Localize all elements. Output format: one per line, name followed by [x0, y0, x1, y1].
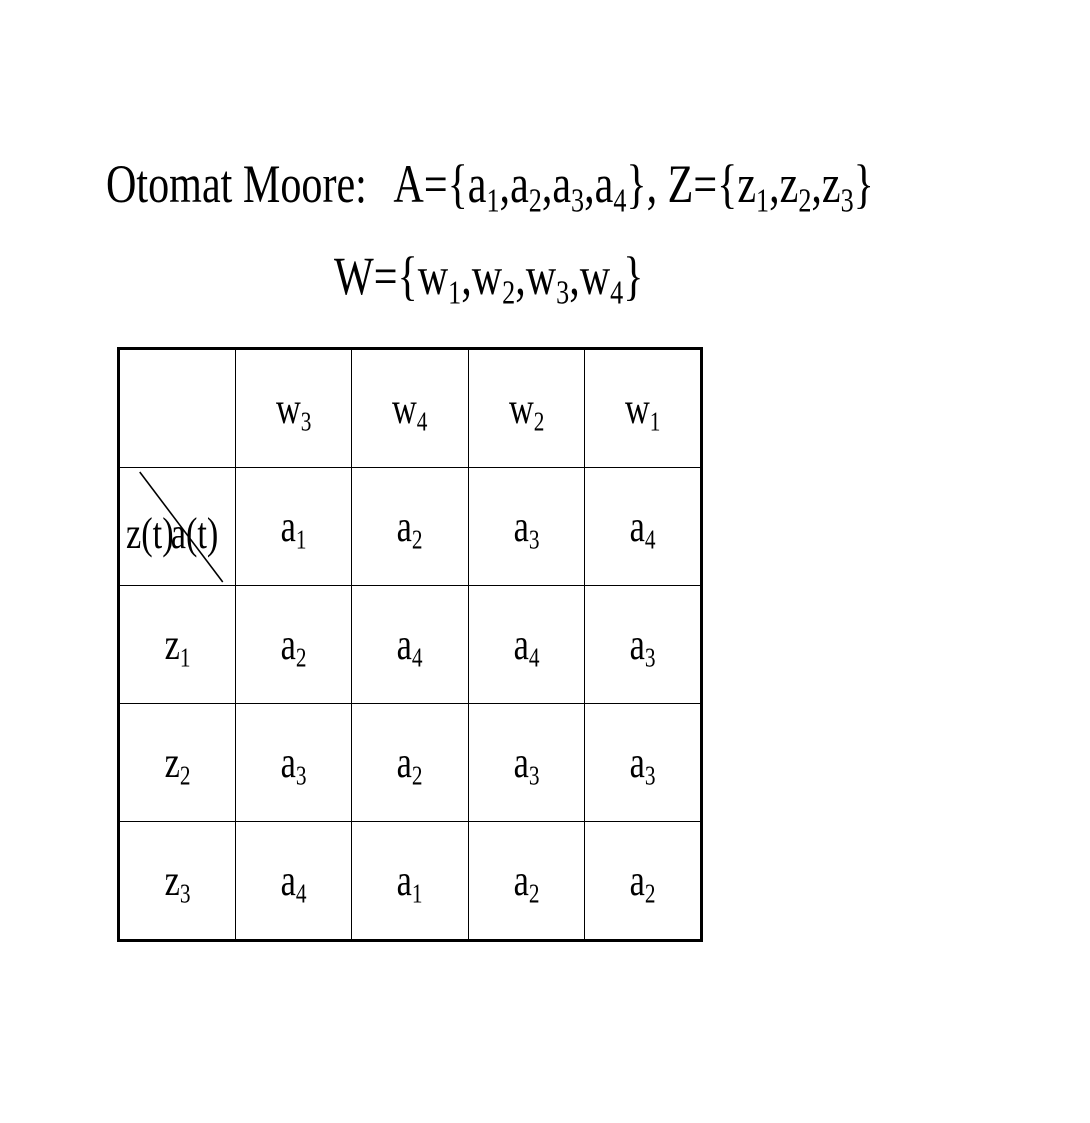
- set-w: $W=\{w_1,w_2,w_3,w_4\}$: [334, 246, 644, 312]
- input-axis-label: z(t): [126, 509, 174, 558]
- state-header-cell: $a_1$: [235, 468, 352, 586]
- transition-cell: $a_2$: [468, 822, 585, 941]
- title-line-2: [334, 246, 731, 312]
- transition-cell: $a_1$: [352, 822, 469, 941]
- state-header-cell: $a_3$: [468, 468, 585, 586]
- empty-corner-cell: [119, 349, 236, 468]
- transition-cell: $a_2$: [235, 586, 352, 704]
- input-cell: $z_2$: [119, 704, 236, 822]
- state-header-cell: $a_4$: [585, 468, 702, 586]
- transition-cell: $a_3$: [585, 704, 702, 822]
- output-cell: $w_1$: [585, 349, 702, 468]
- table-row: [119, 704, 702, 822]
- set-z: $Z=\{z_1,z_2,z_3\}$: [667, 154, 874, 220]
- transition-cell: $a_4$: [352, 586, 469, 704]
- output-cell: $w_4$: [352, 349, 469, 468]
- table-row: [119, 822, 702, 941]
- automaton-label: Otomat Moore:: [106, 154, 367, 214]
- output-row: [119, 349, 702, 468]
- transition-cell: $a_3$: [585, 586, 702, 704]
- input-cell: $z_1$: [119, 586, 236, 704]
- output-cell: $w_3$: [235, 349, 352, 468]
- state-axis-label: a(t): [170, 509, 218, 558]
- transition-cell: $a_3$: [235, 704, 352, 822]
- transition-cell: $a_2$: [352, 704, 469, 822]
- table-row: [119, 586, 702, 704]
- transition-cell: $a_4$: [235, 822, 352, 941]
- transition-cell: $a_2$: [585, 822, 702, 941]
- title-line-1: Otomat Moore: $A=\{a_1,a_2,a_3,a_4\}$, $Z=\{z_1,z_2,z_3\}$: [106, 154, 874, 220]
- transition-cell: $a_3$: [468, 704, 585, 822]
- output-cell: $w_2$: [468, 349, 585, 468]
- diagonal-header-cell: [119, 468, 236, 586]
- set-a: $A=\{a_1,a_2,a_3,a_4\}$: [393, 154, 647, 220]
- state-header-row: [119, 468, 702, 586]
- moore-transition-table: [117, 347, 703, 942]
- state-header-cell: $a_2$: [352, 468, 469, 586]
- input-cell: $z_3$: [119, 822, 236, 941]
- transition-cell: $a_4$: [468, 586, 585, 704]
